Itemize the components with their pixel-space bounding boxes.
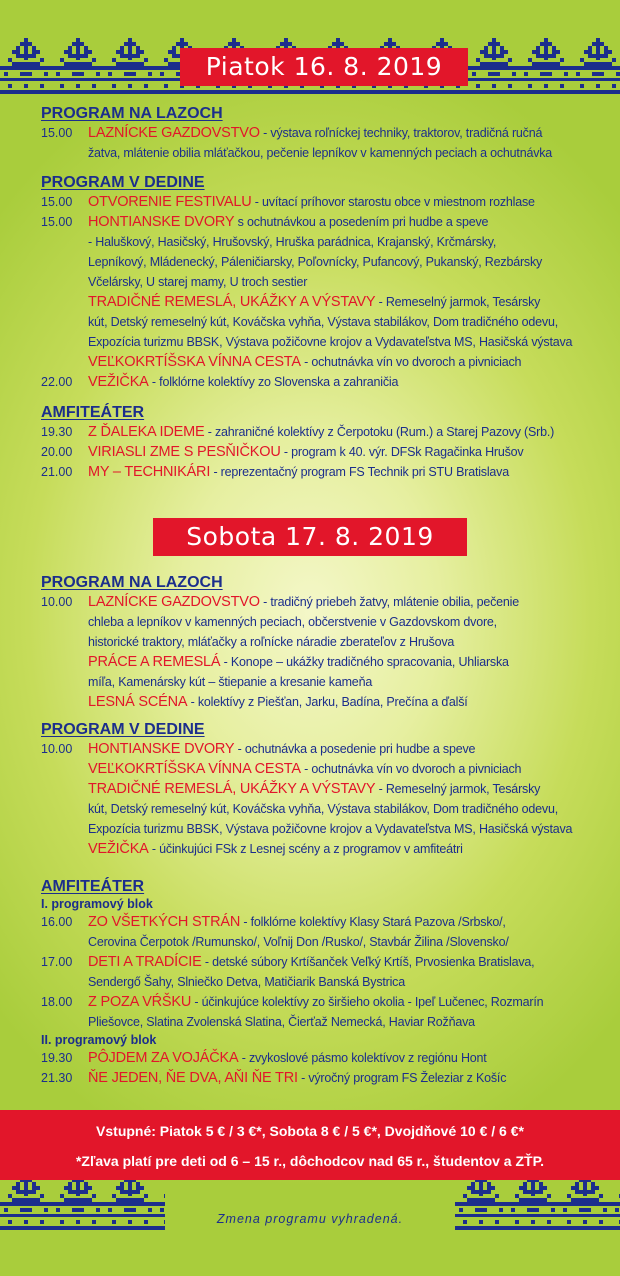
admission-prices: Vstupné: Piatok 5 € / 3 €*, Sobota 8 € / 5 €*, Dvojdňové 10 € / 6 €* [96, 1123, 524, 1139]
program-desc: - Remeselný jarmok, Tesársky [375, 782, 541, 796]
discount-note: *Zľava platí pre deti od 6 – 15 r., dôchodcov nad 65 r., študentov a ZŤP. [75, 1153, 545, 1169]
program-item [0, 839, 620, 859]
program-time: 10.00 [41, 742, 73, 756]
program-desc: - folklórne kolektívy zo Slovenska a zahraničia [148, 375, 399, 389]
program-time: 18.00 [41, 995, 73, 1009]
program-item [0, 992, 620, 1012]
program-desc-continued: historické traktory, mláťačky a roľnícke náradie zberateľov z Hrušova [88, 635, 455, 649]
program-desc-continued: Lepníkový, Mládenecký, Páleničiarsky, Poľovnícky, Pufancový, Pukanský, Rezbársky [88, 255, 543, 269]
program-time: 15.00 [41, 215, 73, 229]
program-desc: - zvykoslové pásmo kolektívov z regiónu Hont [238, 1051, 487, 1065]
program-item [0, 652, 620, 672]
program-title: VEĽKOKRTÍŠSKA VÍNNA CESTA [88, 354, 301, 370]
program-list [0, 912, 620, 1032]
program-time: 19.30 [41, 1051, 73, 1065]
program-desc: s ochutnávkou a posedením pri hudbe a speve [234, 215, 489, 229]
section-heading: PROGRAM V DEDINE [41, 721, 205, 738]
program-desc-continued: Expozícia turizmu BBSK, Výstava požičovne krojov a Vydavateľstva MS, Hasičská výstava [88, 822, 573, 836]
program-text [88, 692, 613, 712]
program-title: TRADIČNÉ REMESLÁ, UKÁŽKY A VÝSTAVY [88, 781, 376, 797]
program-time: 15.00 [41, 126, 73, 140]
program-title: HONTIANSKE DVORY [88, 214, 235, 230]
program-title: ZO VŠETKÝCH STRÁN [88, 914, 241, 930]
day2-dedina-section [0, 720, 620, 859]
program-item [0, 912, 620, 932]
program-title: PRÁCE A REMESLÁ [88, 654, 221, 670]
program-desc: - účinkujúce kolektívy zo širšieho okolia - Ipeľ Lučenec, Rozmarín [191, 995, 544, 1009]
program-item [0, 739, 620, 759]
day1-dedina-section [0, 173, 620, 392]
program-time: 15.00 [41, 195, 73, 209]
program-item [0, 692, 620, 712]
program-desc-continued: Sendergő Šahy, Slniečko Detva, Matičiarik Banská Bystrica [88, 975, 405, 989]
program-text [88, 912, 613, 932]
program-text [88, 123, 613, 143]
program-desc: - výstava roľníckej techniky, traktorov, tradičná ručná [259, 126, 543, 140]
program-desc-continued: Cerovina Čerpotok /Rumunsko/, Voľnij Don /Rusko/, Stavbár Žilina /Slovensko/ [88, 935, 509, 949]
program-item [0, 952, 620, 972]
program-text [88, 739, 613, 759]
program-text [88, 592, 613, 612]
program-item [0, 1068, 620, 1088]
program-block-label: II. programový blok [41, 1033, 157, 1047]
program-time: 17.00 [41, 955, 73, 969]
program-desc: - tradičný priebeh žatvy, mlátenie obilia, pečenie [259, 595, 519, 609]
program-item [0, 422, 620, 442]
program-list [0, 192, 620, 392]
program-time: 19.30 [41, 425, 73, 439]
program-item [0, 779, 620, 799]
section-heading: AMFITEÁTER [41, 878, 145, 895]
program-text [88, 952, 613, 972]
program-desc-continued: Pliešovce, Slatina Zvolenská Slatina, Čierťaž Nemecká, Haviar Rožňava [88, 1015, 475, 1029]
program-text [88, 462, 613, 482]
program-title: Z POZA VŔŠKU [88, 994, 192, 1010]
program-desc-continued: kút, Detský remeselný kút, Kováčska vyhňa, Výstava stabilákov, Dom tradičného odevu, [88, 802, 558, 816]
program-title: VEŽIČKA [88, 374, 149, 390]
program-text [88, 352, 613, 372]
program-title: LESNÁ SCÉNA [88, 694, 188, 710]
program-title: LAZNÍCKE GAZDOVSTVO [88, 125, 260, 141]
program-desc-continued: Včelársky, U starej mamy, U troch sestier [88, 275, 308, 289]
folk-ornament-bottom-left [0, 1172, 165, 1230]
day1-amfi-section [0, 403, 620, 482]
program-item [0, 372, 620, 392]
program-time: 21.30 [41, 1071, 73, 1085]
program-title: VIRIASLI ZME S PESŇIČKOU [88, 444, 281, 460]
program-title: PÔJDEM ZA VOJÁČKA [88, 1050, 239, 1066]
program-desc-continued: žatva, mlátenie obilia mláťačkou, pečenie lepníkov v kamenných peciach a ochutnávka [88, 146, 553, 160]
program-title: TRADIČNÉ REMESLÁ, UKÁŽKY A VÝSTAVY [88, 294, 376, 310]
program-time: 10.00 [41, 595, 73, 609]
program-text [88, 759, 613, 779]
program-text [88, 212, 613, 232]
program-item [0, 123, 620, 143]
program-desc: - detské súbory Krtíšanček Veľký Krtíš, Prvosienka Bratislava, [201, 955, 535, 969]
program-title: LAZNÍCKE GAZDOVSTVO [88, 594, 260, 610]
program-item [0, 442, 620, 462]
program-title: OTVORENIE FESTIVALU [88, 194, 252, 210]
section-heading: PROGRAM V DEDINE [41, 174, 205, 191]
program-title: DETI A TRADÍCIE [88, 954, 202, 970]
program-text [88, 292, 613, 312]
program-desc: - ochutnávka vín vo dvoroch a pivniciach [300, 355, 522, 369]
program-time [41, 759, 88, 779]
program-desc-continued: chleba a lepníkov v kamenných peciach, občerstvenie v Gazdovskom dvore, [88, 615, 497, 629]
day2-banner: Sobota 17. 8. 2019 [153, 518, 467, 556]
day1-banner: Piatok 16. 8. 2019 [180, 48, 468, 86]
section-heading: AMFITEÁTER [41, 404, 145, 421]
program-desc-continued: kút, Detský remeselný kút, Kováčska vyhňa, Výstava stabilákov, Dom tradičného odevu, [88, 315, 558, 329]
program-desc: - reprezentačný program FS Technik pri STU Bratislava [210, 465, 509, 479]
program-text [88, 652, 613, 672]
program-list [0, 592, 620, 712]
program-desc: - program k 40. výr. DFSk Ragačinka Hrušov [280, 445, 524, 459]
program-text [88, 372, 613, 392]
program-text [88, 442, 613, 462]
program-block-label: I. programový blok [41, 897, 153, 911]
admission-banner [0, 1110, 620, 1180]
program-title: MY – TECHNIKÁRI [88, 464, 211, 480]
program-list [0, 1048, 620, 1088]
program-text [88, 192, 613, 212]
program-title: HONTIANSKE DVORY [88, 741, 235, 757]
program-time: 21.00 [41, 465, 73, 479]
day1-lazy-section [0, 104, 620, 163]
program-desc-continued: Expozícia turizmu BBSK, Výstava požičovne krojov a Vydavateľstva MS, Hasičská výstava [88, 335, 573, 349]
folk-ornament-bottom-right [455, 1172, 620, 1230]
program-time: 16.00 [41, 915, 73, 929]
program-text [88, 839, 613, 859]
program-change-note: Zmena programu vyhradená. [216, 1212, 404, 1226]
program-item [0, 462, 620, 482]
program-text [88, 992, 613, 1012]
program-text [88, 422, 613, 442]
program-item [0, 212, 620, 232]
section-heading: PROGRAM NA LAZOCH [41, 574, 223, 591]
program-item [0, 292, 620, 312]
program-desc: - účinkujúci FSk z Lesnej scény a z programov v amfiteátri [148, 842, 463, 856]
program-item [0, 1048, 620, 1068]
program-time [41, 839, 88, 859]
program-title: VEŽIČKA [88, 841, 149, 857]
program-list [0, 123, 620, 163]
program-item [0, 352, 620, 372]
program-desc: - Konope – ukážky tradičného spracovania, Uhliarska [220, 655, 509, 669]
program-text [88, 1048, 613, 1068]
program-time [41, 692, 88, 712]
program-title: Z ĎALEKA IDEME [88, 424, 205, 440]
program-desc-continued: - Haluškový, Hasičský, Hrušovský, Hruška parádnica, Krajanský, Krčmársky, [88, 235, 497, 249]
program-desc: - ochutnávka vín vo dvoroch a pivniciach [300, 762, 522, 776]
program-title: VEĽKOKRTÍŠSKA VÍNNA CESTA [88, 761, 301, 777]
program-desc: - uvítací príhovor starostu obce v miestnom rozhlase [251, 195, 535, 209]
program-list [0, 422, 620, 482]
program-item [0, 592, 620, 612]
day2-lazy-section [0, 573, 620, 712]
program-time [41, 779, 88, 799]
section-heading: PROGRAM NA LAZOCH [41, 105, 223, 122]
day2-amfi-section [0, 877, 620, 1088]
program-list [0, 739, 620, 859]
program-time [41, 652, 88, 672]
program-desc: - zahraničné kolektívy z Čerpotoku (Rum.) a Starej Pazovy (Srb.) [204, 425, 555, 439]
program-desc-continued: míľa, Kamenársky kút – štiepanie a kresanie kameňa [88, 675, 373, 689]
program-desc: - výročný program FS Železiar z Košíc [297, 1071, 507, 1085]
program-title: ŇE JEDEN, ŇE DVA, AŇI ŇE TRI [88, 1070, 298, 1086]
program-desc: - Remeselný jarmok, Tesársky [375, 295, 541, 309]
program-desc: - kolektívy z Piešťan, Jarku, Badína, Prečína a ďalší [187, 695, 468, 709]
program-time: 20.00 [41, 445, 73, 459]
program-item [0, 759, 620, 779]
program-time [41, 352, 88, 372]
program-time [41, 292, 88, 312]
program-time: 22.00 [41, 375, 73, 389]
program-desc: - folklórne kolektívy Klasy Stará Pazova /Srbsko/, [240, 915, 506, 929]
program-desc: - ochutnávka a posedenie pri hudbe a speve [234, 742, 476, 756]
program-text [88, 1068, 613, 1088]
program-item [0, 192, 620, 212]
program-text [88, 779, 613, 799]
